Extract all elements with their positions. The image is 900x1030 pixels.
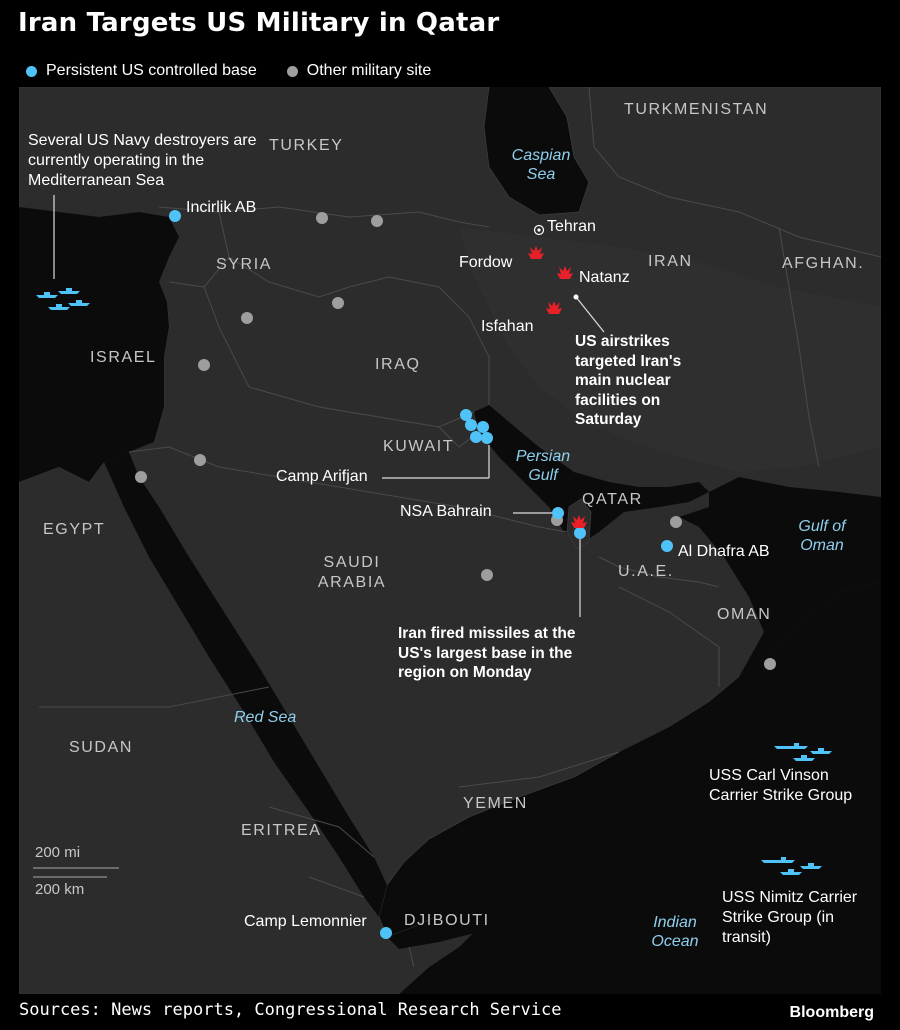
- label-incirlik: Incirlik AB: [186, 199, 257, 216]
- annotation-carl-vinson: USS Carl Vinson Carrier Strike Group: [709, 767, 853, 804]
- label-afghanistan: AFGHAN.: [782, 255, 865, 272]
- other-site-marker: [316, 212, 328, 224]
- label-iraq: IRAQ: [375, 356, 421, 373]
- label-turkmenistan: TURKMENISTAN: [624, 101, 769, 118]
- legend-other-site-label: Other military site: [306, 62, 432, 79]
- legend: [26, 62, 461, 80]
- label-fordow: Fordow: [459, 254, 513, 271]
- other-site-marker: [371, 215, 383, 227]
- label-red-sea: Red Sea: [234, 709, 297, 726]
- label-camp-arifjan: Camp Arifjan: [276, 468, 368, 485]
- label-turkey: TURKEY: [269, 137, 344, 154]
- label-natanz: Natanz: [579, 269, 630, 286]
- us-base-marker: [574, 527, 586, 539]
- label-persian-gulf: Persian Gulf: [515, 448, 571, 484]
- sources-note: Sources: News reports, Congressional Research Service: [19, 1000, 562, 1020]
- legend-other-site: [287, 62, 431, 80]
- label-sudan: SUDAN: [69, 739, 134, 756]
- other-site-marker: [670, 516, 682, 528]
- us-base-marker: [552, 507, 564, 519]
- label-caspian-sea: Caspian Sea: [511, 147, 571, 183]
- label-nsa-bahrain: NSA Bahrain: [400, 503, 492, 520]
- map: [19, 87, 881, 994]
- label-eritrea: ERITREA: [241, 822, 322, 839]
- us-base-marker: [661, 540, 673, 552]
- annotation-missiles: Iran fired missiles at the US's largest base in the region on Monday: [398, 625, 576, 681]
- other-site-dot-icon: [287, 66, 298, 77]
- map-canvas: [19, 87, 881, 994]
- other-site-marker: [332, 297, 344, 309]
- annotation-nimitz: USS Nimitz Carrier Strike Group (in transit): [722, 889, 858, 946]
- label-al-dhafra: Al Dhafra AB: [678, 543, 770, 560]
- label-djibouti: DJIBOUTI: [404, 912, 490, 929]
- scale-miles-label: 200 mi: [35, 844, 81, 861]
- label-egypt: EGYPT: [43, 521, 106, 538]
- label-camp-lemonnier: Camp Lemonnier: [244, 913, 367, 930]
- other-site-marker: [764, 658, 776, 670]
- other-site-marker: [481, 569, 493, 581]
- chart-title: Iran Targets US Military in Qatar: [18, 8, 500, 38]
- us-base-marker: [169, 210, 181, 222]
- label-uae: U.A.E.: [618, 563, 674, 580]
- other-site-marker: [194, 454, 206, 466]
- label-tehran: Tehran: [547, 218, 596, 235]
- label-qatar: QATAR: [582, 491, 643, 508]
- other-site-marker: [135, 471, 147, 483]
- natanz-marker: [574, 295, 579, 300]
- annotation-navy-mediterranean: Several US Navy destroyers are currently operating in the Mediterranean Sea: [28, 132, 257, 189]
- label-yemen: YEMEN: [463, 795, 528, 812]
- label-oman: OMAN: [717, 606, 772, 623]
- us-base-marker: [380, 927, 392, 939]
- label-saudi-arabia: SAUDI ARABIA: [317, 554, 387, 591]
- label-syria: SYRIA: [216, 256, 273, 273]
- scale-km-label: 200 km: [35, 881, 85, 898]
- other-site-marker: [198, 359, 210, 371]
- us-base-marker: [481, 432, 493, 444]
- us-base-marker: [465, 419, 477, 431]
- us-base-marker: [470, 431, 482, 443]
- annotation-airstrikes: US airstrikes targeted Iran's main nuclear facilities on Saturday: [575, 333, 682, 428]
- label-iran: IRAN: [648, 253, 693, 270]
- us-base-marker: [477, 421, 489, 433]
- label-isfahan: Isfahan: [481, 318, 534, 335]
- legend-us-base: [26, 62, 257, 80]
- bloomberg-logo: Bloomberg: [789, 1004, 874, 1021]
- label-israel: ISRAEL: [90, 349, 157, 366]
- legend-us-base-label: Persistent US controlled base: [46, 62, 257, 79]
- label-kuwait: KUWAIT: [383, 438, 455, 455]
- other-site-marker: [241, 312, 253, 324]
- label-indian-ocean: Indian Ocean: [651, 914, 699, 950]
- label-gulf-of-oman: Gulf of Oman: [798, 518, 846, 554]
- us-base-dot-icon: [26, 66, 37, 77]
